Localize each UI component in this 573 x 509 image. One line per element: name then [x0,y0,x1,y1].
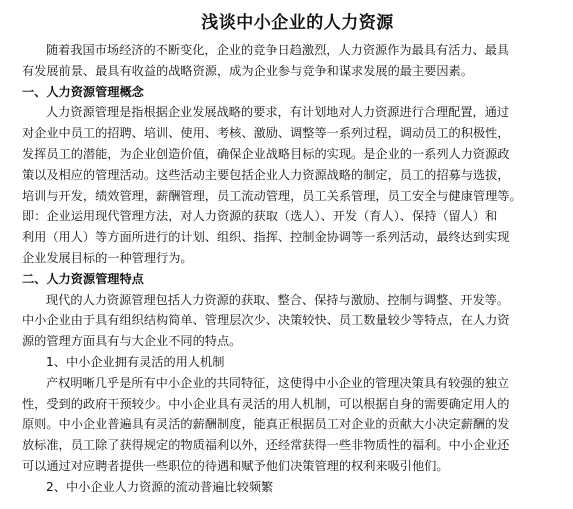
text-line: 源的管理方面具有与大企业不同的特点。 [22,334,242,349]
text-line: 原则。中小企业普遍具有灵活的薪酬制度，能真正根据员工对企业的贡献大小决定薪酬的发 [22,417,510,432]
text-line: 有发展前景、最具有收益的战略资源，成为企业参与竞争和谋求发展的最主要因素。 [22,63,473,78]
text-line: 培训与开发，绩效管理，薪酬管理，员工流动管理，员工关系管理，员工安全与健康管理等。 [22,188,522,203]
document-title: 浅谈中小企业的人力资源 [201,13,394,33]
text-line: 可以通过对应聘者提供一些职位的待遇和赋予他们决策管理的权利来吸引他们。 [22,458,449,473]
subsection-heading-2: 2、中小企业人力资源的流动普遍比较频繁 [46,479,274,494]
section1-paragraph [22,102,569,268]
text-line: 即：企业运用现代管理方法，对人力资源的获取（选人）、开发（育人）、保持（留人）和 [22,209,498,224]
text-line: 产权明晰几乎是所有中小企业的共同特征，这使得中小企业的管理决策具有较强的独立 [46,375,510,390]
subsection-heading-1: 1、中小企业拥有灵活的用人机制 [46,354,225,369]
text-line: 现代的人力资源管理包括人力资源的获取、整合、保持与激励、控制与调整、开发等。 [46,292,510,307]
text-line: 放标准，员工除了获得规定的物质福利以外，还经常获得一些非物质性的福利。中小企业还 [22,438,510,453]
text-line: 对企业中员工的招聘、培训、使用、考核、激励、调整等一系列过程，调动员工的积极性， [22,126,510,141]
intro-paragraph [22,40,569,82]
text-line: 中小企业由于具有组织结构简单、管理层次少、决策较快、员工数量较少等特点，在人力资 [22,313,510,328]
text-line: 随着我国市场经济的不断变化，企业的竞争日趋激烈，人力资源作为最具有活力、最具 [46,43,510,57]
text-line: 策以及相应的管理活动。这些活动主要包括企业人力资源战略的制定，员工的招募与选拔， [22,167,510,182]
text-line: 企业发展目标的一种管理行为。 [22,250,193,265]
subsection1-paragraph [22,373,569,477]
text-line: 性，受到的政府干预较少。中小企业具有灵活的用人机制，可以根据自身的需要确定用人的 [22,396,510,411]
text-line: 人力资源管理是指根据企业发展战略的要求，有计划地对人力资源进行合理配置，通过 [46,105,510,120]
section-heading-2: 二、人力资源管理特点 [22,271,144,286]
text-line: 发挥员工的潜能，为企业创造价值，确保企业战略目标的实现。是企业的一系列人力资源政 [22,146,510,161]
text-line: 利用（用人）等方面所进行的计划、组织、指挥、控制金协调等一系列活动，最终达到实现 [22,230,510,245]
section2-paragraph [22,290,569,352]
section-heading-1: 一、人力资源管理概念 [22,84,144,99]
